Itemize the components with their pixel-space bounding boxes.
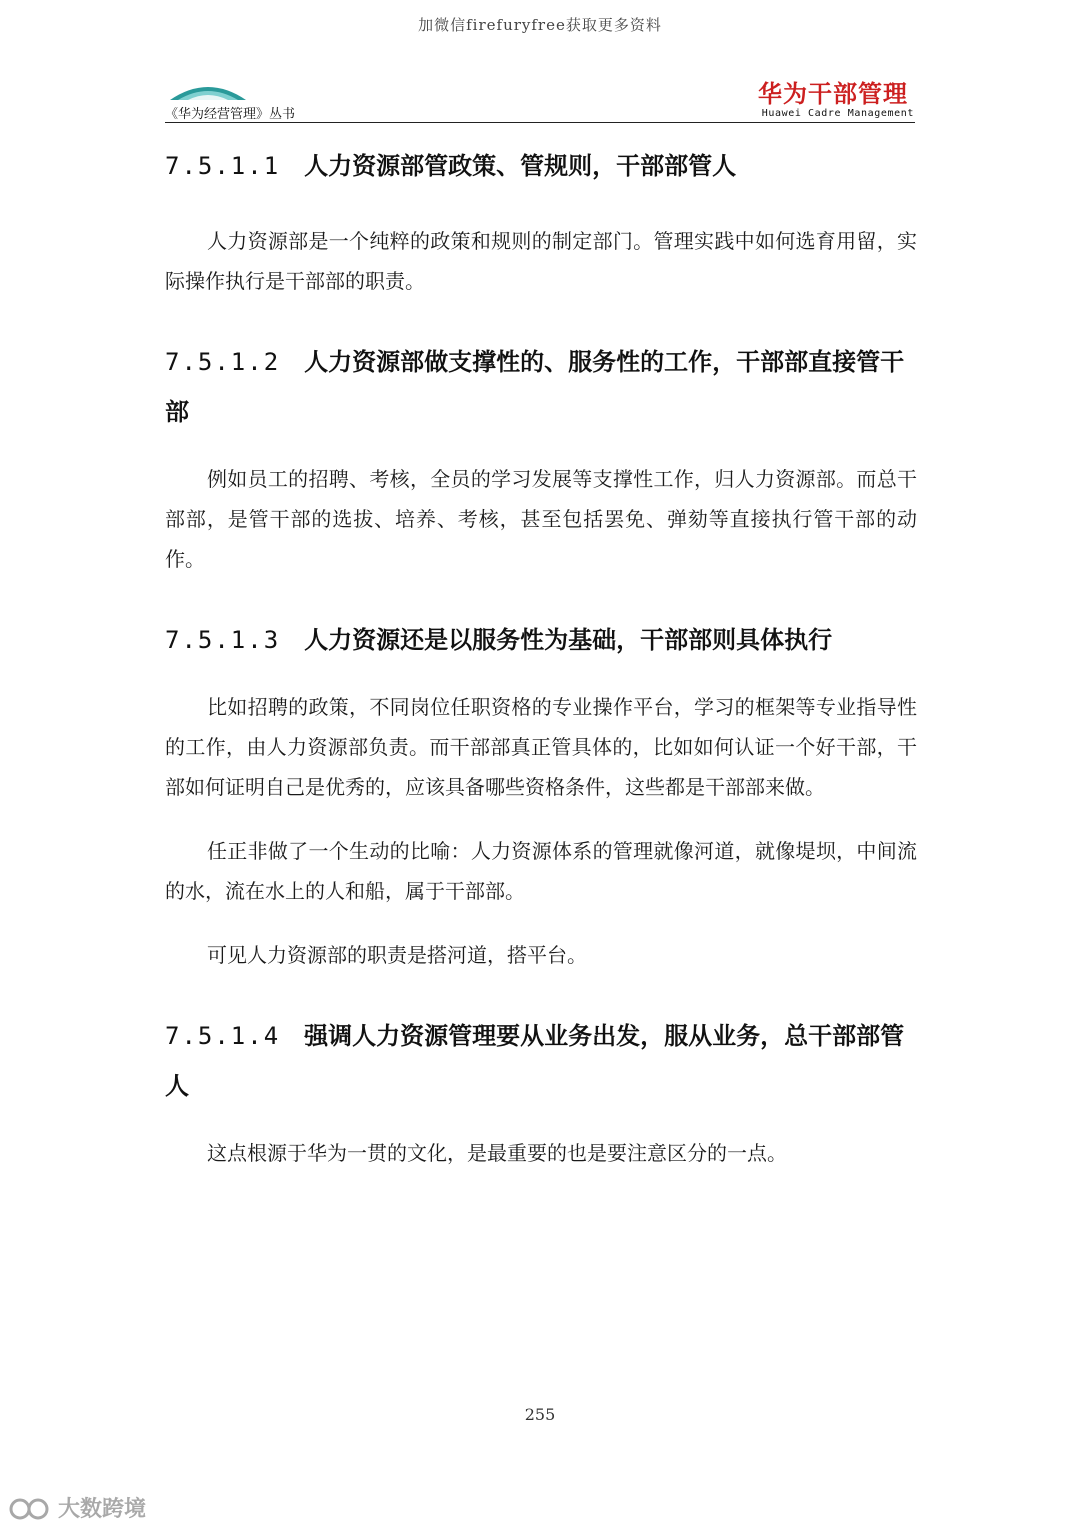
brand-title: 华为干部管理	[758, 80, 908, 108]
section-number: 7.5.1.3	[165, 626, 281, 654]
section-number: 7.5.1.1	[165, 152, 281, 180]
header-divider	[165, 122, 915, 123]
paragraph: 比如招聘的政策，不同岗位任职资格的专业操作平台，学习的框架等专业指导性的工作，由人力资源部负责。而干部部真正管具体的，比如如何认证一个好干部，干部如何证明自己是优秀的，应该具备哪些资格条件，这些都是干部部来做。	[165, 695, 917, 799]
paragraph: 人力资源部是一个纯粹的政策和规则的制定部门。管理实践中如何选育用留，实际操作执行是干部部的职责。	[165, 229, 917, 293]
section-heading	[165, 1011, 917, 1111]
section-title: 人力资源部做支撑性的、服务性的工作，干部部直接管干部	[165, 348, 905, 426]
top-note: 加微信firefuryfree获取更多资料	[418, 16, 662, 34]
watermark-text: 大数跨境	[58, 1497, 147, 1522]
watermark-logo-icon	[8, 1493, 52, 1523]
paragraph: 例如员工的招聘、考核，全员的学习发展等支撑性工作，归人力资源部。而总干部部，是管干部的选拔、培养、考核，甚至包括罢免、弹劾等直接执行管干部的动作。	[165, 467, 917, 571]
section-number: 7.5.1.2	[165, 348, 281, 376]
section-heading	[165, 615, 917, 665]
series-name: 《华为经营管理》丛书	[165, 107, 296, 122]
paragraph: 可见人力资源部的职责是搭河道，搭平台。	[207, 943, 587, 967]
section-heading	[165, 337, 917, 437]
watermark	[8, 1492, 146, 1523]
section-title: 人力资源部管政策、管规则，干部部管人	[304, 152, 737, 180]
page-number: 255	[524, 1405, 556, 1424]
book-logo-icon	[168, 78, 248, 102]
section-heading	[165, 141, 917, 191]
brand-subtitle: Huawei Cadre Management	[761, 108, 914, 119]
section-number: 7.5.1.4	[165, 1022, 281, 1050]
section-title: 强调人力资源管理要从业务出发，服从业务，总干部部管人	[165, 1022, 905, 1100]
paragraph: 任正非做了一个生动的比喻：人力资源体系的管理就像河道，就像堤坝，中间流的水，流在水上的人和船，属于干部部。	[165, 839, 917, 903]
section-title: 人力资源还是以服务性为基础，干部部则具体执行	[304, 626, 833, 654]
paragraph: 这点根源于华为一贯的文化，是最重要的也是要注意区分的一点。	[207, 1141, 787, 1165]
page-body	[165, 135, 917, 1173]
